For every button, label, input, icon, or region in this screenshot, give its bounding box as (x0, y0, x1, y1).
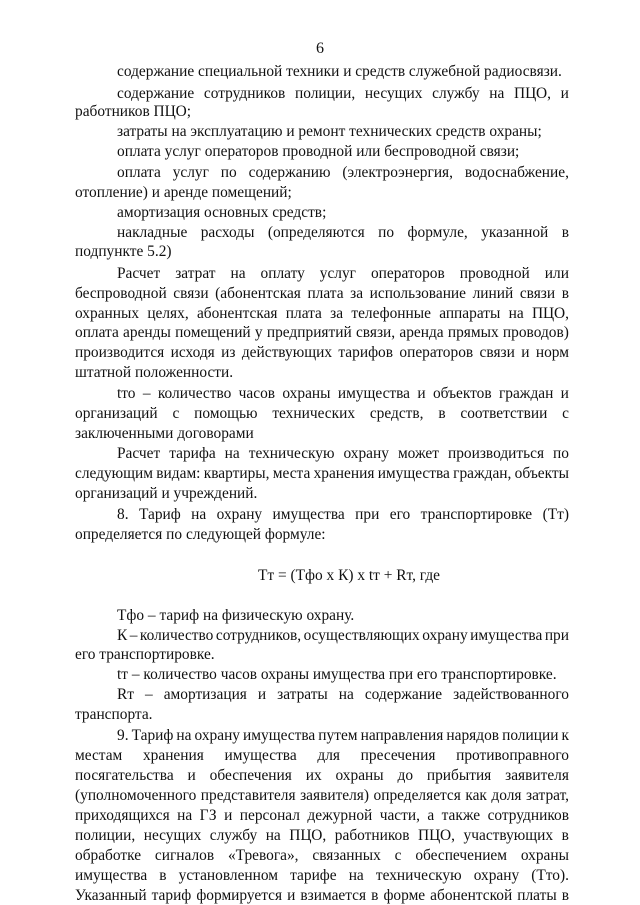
word: расходы (200, 224, 255, 241)
word: по (553, 445, 569, 462)
word: по (378, 224, 395, 241)
word: связи, (355, 324, 396, 341)
word: имущества (224, 747, 297, 764)
word: производиться (447, 445, 545, 462)
word: тарифа (169, 445, 216, 462)
word: содержание (364, 686, 443, 703)
word: абонентская (196, 305, 278, 322)
word: средств, (369, 405, 424, 422)
text-line (117, 726, 569, 745)
word: Расчет (117, 445, 161, 462)
word: определяется (373, 787, 461, 804)
text-line (117, 444, 569, 463)
word: по (220, 164, 237, 181)
word: содержанию (248, 164, 331, 181)
word: прямых (447, 324, 499, 341)
word: форме (383, 887, 426, 904)
word: техническую (375, 867, 462, 884)
word: на (224, 445, 240, 462)
word: – (129, 627, 138, 644)
word: полиции (502, 727, 559, 744)
word: имущества (75, 867, 148, 884)
text-line (75, 886, 569, 905)
text-line (75, 806, 569, 825)
word: в (159, 867, 167, 884)
word: помощью (194, 405, 258, 422)
word: дежурной (307, 807, 373, 824)
text-line (117, 223, 569, 242)
word: с (394, 847, 402, 864)
text-line: транспорта. (75, 706, 153, 723)
word: тарифе (290, 867, 337, 884)
word: осуществляющих (303, 627, 420, 644)
word: операторов (399, 344, 474, 361)
word: предприятий (266, 324, 352, 341)
text-line: оплата услуг операторов проводной или беспроводной связи; (117, 143, 520, 160)
word: tто (117, 385, 136, 402)
word: приходящихся (75, 807, 170, 824)
word: К (117, 627, 128, 644)
word: за (350, 285, 364, 302)
word: аренда (399, 324, 444, 341)
word: линий (472, 285, 514, 302)
text-line: штатной положенности. (75, 364, 234, 381)
text-line: его транспортировке. (75, 646, 215, 663)
word: путем (318, 727, 358, 744)
word: (уполномоченного (75, 787, 197, 804)
word: нарядов (446, 727, 500, 744)
word: проводной (459, 265, 530, 282)
word: сигналов (154, 847, 215, 864)
word: технических (272, 405, 356, 422)
text-line (75, 746, 569, 765)
word: 8. (117, 506, 129, 523)
word: места (272, 465, 311, 482)
text-line (117, 384, 569, 403)
word: обеспечением (415, 847, 507, 864)
word: ГЗ (199, 807, 217, 824)
word: и (257, 686, 267, 703)
word: имущества (470, 627, 543, 644)
word: сотрудников, (215, 627, 302, 644)
text-line (117, 626, 569, 645)
word: оплата (75, 324, 119, 341)
word: содержание (117, 85, 195, 102)
word: в (561, 224, 569, 241)
word: направления (360, 727, 444, 744)
word: тариф (151, 887, 192, 904)
word: беспроводной (75, 285, 167, 302)
word: на (338, 686, 354, 703)
word: (Тт) (542, 506, 569, 523)
word: из (221, 344, 236, 361)
word: (Тто). (531, 867, 569, 884)
word: заявителя (505, 767, 569, 784)
word: норм (535, 344, 569, 361)
text-line (117, 505, 569, 524)
text-line (75, 766, 569, 785)
text-line: отопление) и аренде помещений; (75, 184, 292, 201)
word: местам (75, 747, 123, 764)
word: следующим (75, 465, 153, 482)
word: в (561, 887, 569, 904)
word: Rт (117, 686, 134, 703)
text-line (75, 284, 569, 303)
text-line: заключенными договорами (75, 425, 254, 442)
word: на (489, 85, 505, 102)
word: формируется (196, 887, 283, 904)
text-line: работников ПЦО; (75, 103, 191, 120)
word: видам: (156, 465, 201, 482)
word: службу (432, 85, 480, 102)
word: обработке (75, 847, 142, 864)
word: техническую (248, 445, 335, 462)
word: полиции, (295, 85, 356, 102)
word: как (465, 787, 487, 804)
word: услуг (319, 265, 356, 282)
text-line: организаций и учреждений. (75, 485, 258, 502)
word: с (562, 405, 569, 422)
word: Указанный (75, 887, 147, 904)
word: платы (517, 887, 557, 904)
word: организаций (75, 405, 158, 422)
word: проводов) (502, 324, 569, 341)
word: и (417, 385, 426, 402)
text-line: подпункте 5.2) (75, 243, 172, 260)
word: у (254, 324, 263, 341)
word: охрану (343, 445, 389, 462)
word: охраны (520, 847, 569, 864)
word: пресечения (360, 747, 436, 764)
word: связи (519, 285, 556, 302)
text-line (75, 786, 569, 805)
word: действующих (241, 344, 333, 361)
text-line (75, 464, 569, 483)
word: на (265, 827, 281, 844)
word: связи (173, 285, 209, 302)
word: операторов (370, 265, 445, 282)
word: затрат (175, 265, 216, 282)
word: – (142, 385, 151, 402)
word: на (348, 867, 364, 884)
word: до (397, 767, 414, 784)
word: аппараты (439, 305, 501, 322)
text-line (75, 323, 569, 342)
word: при (355, 506, 380, 523)
word: услуг (172, 164, 209, 181)
word: производится (75, 344, 165, 361)
word: задействованного (453, 686, 569, 703)
word: и (521, 344, 530, 361)
text-line: Тфо – тариф на физическую охрану. (117, 607, 355, 624)
word: и (224, 807, 233, 824)
word: посягательства (75, 767, 174, 784)
word: затраты (277, 686, 328, 703)
word: установленном (178, 867, 279, 884)
word: его (389, 506, 411, 523)
word: охраны (282, 385, 331, 402)
word: противоправного (456, 747, 569, 764)
word: накладные (117, 224, 188, 241)
word: имущества (272, 506, 345, 523)
text-line: затраты на эксплуатацию и ремонт технических средств охраны; (117, 123, 542, 140)
word: имущества (337, 385, 411, 402)
word: их (305, 767, 322, 784)
word: может (397, 445, 439, 462)
word: тарифов (338, 344, 394, 361)
word: и (287, 887, 296, 904)
word: связи (479, 344, 515, 361)
text-line: содержание специальной техники и средств служебной радиосвязи. (117, 63, 562, 80)
word: оплата (117, 164, 161, 181)
word: или (544, 265, 569, 282)
text-line (75, 826, 569, 845)
text-line (75, 846, 569, 865)
word: хранения (313, 465, 375, 482)
word: охрану (473, 867, 520, 884)
word: исходя (170, 344, 215, 361)
word: и (560, 85, 569, 102)
word: граждан, (453, 465, 512, 482)
word: охрану (422, 627, 468, 644)
word: количество (157, 385, 232, 402)
word: к (561, 727, 569, 744)
word: в (438, 405, 446, 422)
word: – (145, 686, 153, 703)
page-number: 6 (316, 40, 324, 57)
word: оплату (260, 265, 305, 282)
word: на (191, 506, 207, 523)
word: взимается (300, 887, 367, 904)
word: затрат, (526, 787, 569, 804)
word: а (427, 807, 435, 824)
word: указанной (481, 224, 549, 241)
text-line (117, 685, 569, 704)
word: на (176, 727, 192, 744)
word: участвующих (463, 827, 554, 844)
word: помещений (175, 324, 251, 341)
word: полиции, (75, 827, 136, 844)
text-line (75, 304, 569, 323)
word: при (544, 627, 569, 644)
word: соответствии (460, 405, 548, 422)
word: персонал (239, 807, 300, 824)
word: ПЦО, (513, 85, 551, 102)
word: для (317, 747, 340, 764)
text-line: амортизация основных средств; (117, 204, 327, 221)
word: охрану (216, 506, 263, 523)
word: сотрудников (487, 807, 569, 824)
word: охранных (75, 305, 140, 322)
word: (определяются (267, 224, 365, 241)
word: объектов (432, 385, 492, 402)
word: плата (285, 305, 322, 322)
text-line (75, 866, 569, 885)
word: (электроэнергия, (342, 164, 453, 181)
word: службу (209, 827, 258, 844)
word: водоснабжение, (464, 164, 569, 181)
word: ПЦО, (418, 827, 456, 844)
word: граждан (498, 385, 554, 402)
word: имущества (243, 727, 316, 744)
text-line (117, 163, 569, 182)
word: (абонентская (215, 285, 301, 302)
word: прибытия (426, 767, 492, 784)
text-line (75, 343, 569, 362)
text-line: tт – количество часов охраны имущества при его транспортировке. (117, 666, 557, 683)
word: плата (307, 285, 344, 302)
word: работников (334, 827, 410, 844)
text-line (75, 404, 569, 423)
word: на (508, 305, 524, 322)
word: 9. (117, 727, 129, 744)
word: Расчет (117, 265, 161, 282)
word: имущества (377, 465, 450, 482)
word: за (330, 305, 344, 322)
word: количество (139, 627, 214, 644)
word: представителя (200, 787, 296, 804)
word: обеспечения (209, 767, 292, 784)
word: несущих (143, 827, 202, 844)
word: части, (379, 807, 420, 824)
word: сотрудников (203, 85, 286, 102)
word: на (230, 265, 246, 282)
word: ПЦО, (531, 305, 569, 322)
word: «Тревога», (227, 847, 299, 864)
word: аренды (123, 324, 171, 341)
word: использование (369, 285, 467, 302)
word: в (561, 285, 569, 302)
formula: Тт = (Тфо х К) х tт + Rт, где (258, 567, 440, 584)
word: и (560, 385, 569, 402)
word: Тариф (131, 727, 174, 744)
word: телефонные (351, 305, 431, 322)
word: транспортировке (420, 506, 533, 523)
word: целях, (147, 305, 189, 322)
word: охраны (335, 767, 384, 784)
word: на (177, 807, 193, 824)
word: заявителя) (300, 787, 370, 804)
word: амортизация (163, 686, 247, 703)
word: ПЦО, (289, 827, 327, 844)
word: в (371, 887, 379, 904)
word: с (172, 405, 180, 422)
word: Тариф (138, 506, 181, 523)
text-line (117, 84, 569, 103)
word: также (441, 807, 481, 824)
word: формуле, (407, 224, 468, 241)
text-line: определяется по следующей формуле: (75, 526, 326, 543)
text-line (117, 264, 569, 283)
word: связанных (312, 847, 381, 864)
word: несущих (364, 85, 423, 102)
word: квартиры, (203, 465, 270, 482)
word: хранения (142, 747, 204, 764)
word: в (561, 827, 569, 844)
word: абонентской (430, 887, 513, 904)
word: и (187, 767, 196, 784)
word: охрану (194, 727, 240, 744)
word: доля (491, 787, 522, 804)
word: объекты (514, 465, 569, 482)
word: часов (238, 385, 276, 402)
